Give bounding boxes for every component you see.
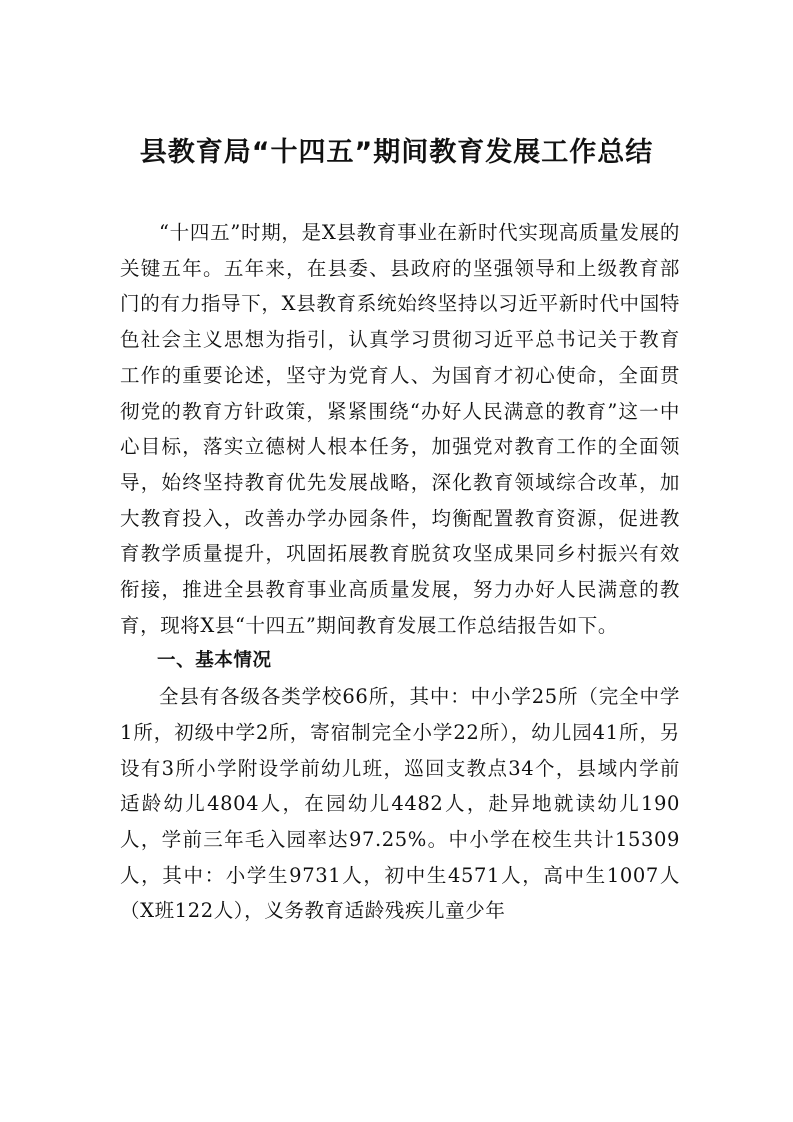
intro-paragraph: “十四五”时期，是X县教育事业在新时代实现高质量发展的关键五年。五年来，在县委、县政府的坚强领导和上级教育部门的有力指导下，X县教育系统始终坚持以习近平新时代中国特色社会主义思想为指引，认真学习贯彻习近平总书记关于教育工作的重要论述，坚守为党育人、为国育才初心使命，全面贯彻党的教育方针政策，紧紧围绕“办好人民满意的教育”这一中心目标，落实立德树人根本任务，加强党对教育工作的全面领导，始终坚持教育优先发展战略，深化教育领域综合改革，加大教育投入，改善办学办园条件，均衡配置教育资源，促进教育教学质量提升，巩固拓展教育脱贫攻坚成果同乡村振兴有效衔接，推进全县教育事业高质量发展，努力办好人民满意的教育，现将X县“十四五”期间教育发展工作总结报告如下。 — [120, 221, 680, 637]
document-title: 县教育局“十四五”期间教育发展工作总结 — [139, 137, 654, 168]
basic-situation-paragraph: 全县有各级各类学校66所，其中：中小学25所（完全中学1所，初级中学2所，寄宿制完全小学22所），幼儿园41所，另设有3所小学附设学前幼儿班，巡回支教点34个，县域内学前适龄幼儿4804人，在园幼儿4482人，赴异地就读幼儿190人，学前三年毛入园率达97.25%。中小学在校生共计15309人，其中：小学生9731人，初中生4571人，高中生1007人（X班122人），义务教育适龄残疾儿童少年 — [120, 685, 680, 923]
document-body — [120, 215, 680, 929]
section-heading-basic-situation: 一、基本情况 — [157, 650, 272, 672]
